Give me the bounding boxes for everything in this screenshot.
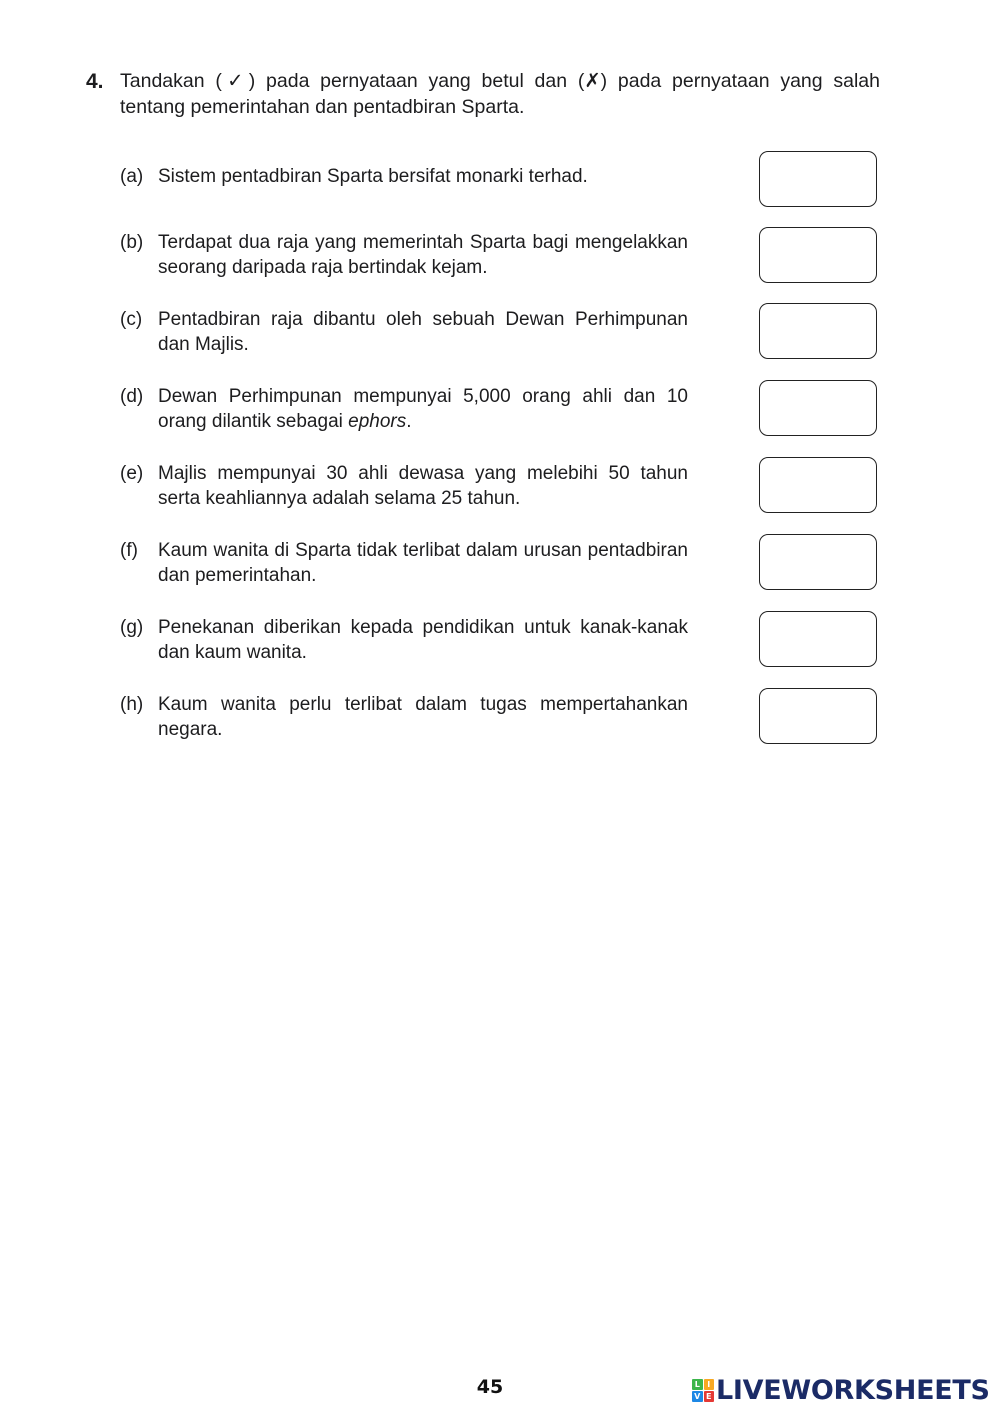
statement-text: Sistem pentadbiran Sparta bersifat monarki terhad. xyxy=(158,166,588,187)
statement-label: (d) xyxy=(120,386,144,407)
logo-tile: I xyxy=(704,1379,715,1390)
logo-tile: V xyxy=(692,1391,703,1402)
question-instruction: Tandakan (✓) pada pernyataan yang betul dan (✗) pada pernyataan yang salah tentang pemerintahan dan pentadbiran Sparta. xyxy=(120,70,880,118)
statement-label: (g) xyxy=(120,617,144,638)
statement-text: Penekanan diberikan kepada pendidikan untuk kanak-kanak dan kaum wanita. xyxy=(158,617,688,663)
statement-text-italic: ephors xyxy=(348,411,407,432)
answer-box-d[interactable] xyxy=(759,380,877,436)
statement-label: (c) xyxy=(120,309,143,330)
liveworksheets-logo-icon xyxy=(692,1379,714,1401)
logo-tile: E xyxy=(704,1391,715,1402)
statement-text xyxy=(158,384,688,434)
answer-box-b[interactable] xyxy=(759,227,877,283)
answer-box-c[interactable] xyxy=(759,303,877,359)
page-number: 45 xyxy=(476,1376,504,1398)
answer-box-e[interactable] xyxy=(759,457,877,513)
statement-text: Terdapat dua raja yang memerintah Sparta bagi mengelakkan seorang daripada raja bertindak kejam. xyxy=(158,232,688,278)
question-number: 4. xyxy=(86,70,104,93)
statement-text-part: Dewan Perhimpunan mempunyai 5,000 orang ahli dan 10 orang dilantik sebagai xyxy=(158,386,688,432)
statement-text: Kaum wanita di Sparta tidak terlibat dalam urusan pentadbiran dan pemerintahan. xyxy=(158,540,688,586)
logo-tile: L xyxy=(692,1379,703,1390)
statement-label: (a) xyxy=(120,166,144,187)
statement-label: (h) xyxy=(120,694,144,715)
statement-text: Majlis mempunyai 30 ahli dewasa yang melebihi 50 tahun serta keahliannya adalah selama 25 tahun. xyxy=(158,463,688,509)
liveworksheets-brand[interactable] xyxy=(692,1375,990,1405)
brand-name: LIVEWORKSHEETS xyxy=(716,1374,990,1406)
statement-label: (b) xyxy=(120,232,144,253)
statement-label: (e) xyxy=(120,463,144,484)
answer-box-g[interactable] xyxy=(759,611,877,667)
statement-text: Pentadbiran raja dibantu oleh sebuah Dewan Perhimpunan dan Majlis. xyxy=(158,309,688,355)
answer-box-h[interactable] xyxy=(759,688,877,744)
statement-label: (f) xyxy=(120,540,138,561)
statement-text-end: . xyxy=(406,411,412,432)
answer-box-a[interactable] xyxy=(759,151,877,207)
answer-box-f[interactable] xyxy=(759,534,877,590)
statement-text: Kaum wanita perlu terlibat dalam tugas mempertahankan negara. xyxy=(158,694,688,740)
